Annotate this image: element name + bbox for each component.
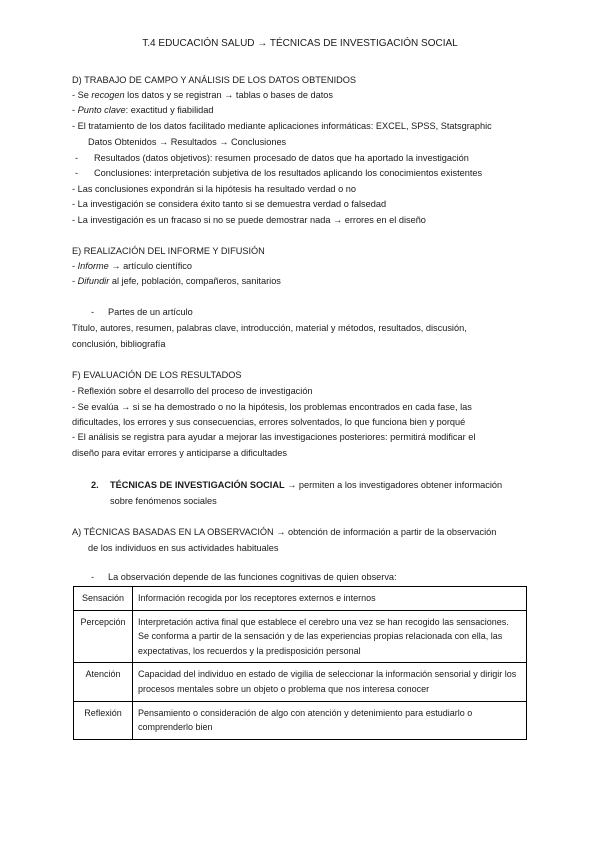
table-desc-cell: Información recogida por los receptores externos e internos bbox=[133, 587, 527, 611]
bullet-dash-icon: - bbox=[75, 153, 79, 163]
section-d-line-1: - Se recogen los datos y se registran → tablas o bases de datos bbox=[72, 90, 333, 100]
table-row bbox=[74, 663, 527, 701]
section-d-line-3: - El tratamiento de los datos facilitado mediante aplicaciones informáticas: EXCEL, SPSS, Statsgraphic bbox=[72, 121, 492, 131]
page-title: T.4 EDUCACIÓN SALUD → TÉCNICAS DE INVESTIGACIÓN SOCIAL bbox=[142, 38, 458, 49]
section-f-line-3: - El análisis se registra para ayudar a mejorar las investigaciones posteriores: permitirá modificar el bbox=[72, 432, 476, 442]
table-row bbox=[74, 701, 527, 739]
section-d-line-8: - La investigación es un fracaso si no se puede demostrar nada → errores en el diseño bbox=[72, 215, 426, 225]
table-term-cell: Percepción bbox=[74, 610, 133, 663]
table-term-cell: Sensación bbox=[74, 587, 133, 611]
section-e-line-1: - Informe → artículo científico bbox=[72, 261, 193, 271]
section-f-line-2: - Se evalúa → si se ha demostrado o no la hipótesis, los problemas encontrados en cada fase, las bbox=[72, 402, 472, 412]
section-2-line-2: sobre fenómenos sociales bbox=[110, 496, 217, 506]
section-e-line-2: - Difundir al jefe, población, compañeros, sanitarios bbox=[72, 276, 281, 286]
table-desc-cell: Interpretación activa final que establece el cerebro una vez se han recogido las sensaciones. Se conforma a partir de la sensación y de las experiencias propias relacionada con ella, las expectativas, los recuerdos y la predisposición personal bbox=[133, 610, 527, 663]
section-f-heading: F) EVALUACIÓN DE LOS RESULTADOS bbox=[72, 370, 242, 380]
section-d-line-4: Resultados (datos objetivos): resumen procesado de datos que ha aportado la investigación bbox=[94, 153, 469, 163]
section-f-line-1: - Reflexión sobre el desarrollo del proceso de investigación bbox=[72, 386, 313, 396]
table-term-cell: Reflexión bbox=[74, 701, 133, 739]
section-e-parts-line-1: Título, autores, resumen, palabras clave, introducción, material y métodos, resultados, discusión, bbox=[72, 323, 467, 333]
cognitive-functions-table bbox=[73, 586, 527, 740]
section-d-line-6: - Las conclusiones expondrán si la hipótesis ha resultado verdad o no bbox=[72, 184, 356, 194]
section-d-line-2: - Punto clave: exactitud y fiabilidad bbox=[72, 105, 214, 115]
section-f-line-2b: dificultades, los errores y sus consecuencias, errores solventados, lo que funciona bien y porqué bbox=[72, 417, 466, 427]
table-row bbox=[74, 610, 527, 663]
bullet-dash-icon: - bbox=[75, 168, 79, 178]
section-a-bullet: La observación depende de las funciones cognitivas de quien observa: bbox=[108, 572, 397, 582]
section-2-number: 2. bbox=[91, 480, 99, 490]
section-e-subheading: Partes de un artículo bbox=[108, 307, 193, 317]
bullet-dash-icon: - bbox=[91, 572, 95, 582]
section-e-heading: E) REALIZACIÓN DEL INFORME Y DIFUSIÓN bbox=[72, 246, 265, 256]
section-e-parts-line-2: conclusión, bibliografía bbox=[72, 339, 166, 349]
table-row bbox=[74, 587, 527, 611]
table-desc-cell: Capacidad del individuo en estado de vigilia de seleccionar la información sensorial y dirigir los procesos mentales sobre un objeto o problema que nos interesa conocer bbox=[133, 663, 527, 701]
section-d-line-7: - La investigación se considera éxito tanto si se demuestra verdad o falsedad bbox=[72, 199, 387, 209]
section-a-heading: A) TÉCNICAS BASADAS EN LA OBSERVACIÓN → obtención de información a partir de la observación bbox=[72, 527, 497, 537]
section-d-line-5: Conclusiones: interpretación subjetiva de los resultados aplicando los conocimientos existentes bbox=[94, 168, 483, 178]
section-a-line-2: de los individuos en sus actividades habituales bbox=[88, 543, 279, 553]
section-f-line-3b: diseño para evitar errores y anticiparse a dificultades bbox=[72, 448, 287, 458]
table-term-cell: Atención bbox=[74, 663, 133, 701]
section-2-heading: TÉCNICAS DE INVESTIGACIÓN SOCIAL → permiten a los investigadores obtener información bbox=[110, 480, 503, 490]
table-desc-cell: Pensamiento o consideración de algo con atención y detenimiento para estudiarlo o comprenderlo bien bbox=[133, 701, 527, 739]
section-d-heading: D) TRABAJO DE CAMPO Y ANÁLISIS DE LOS DATOS OBTENIDOS bbox=[72, 75, 357, 85]
bullet-dash-icon: - bbox=[91, 307, 95, 317]
section-d-line-3b: Datos Obtenidos → Resultados → Conclusiones bbox=[88, 137, 287, 147]
